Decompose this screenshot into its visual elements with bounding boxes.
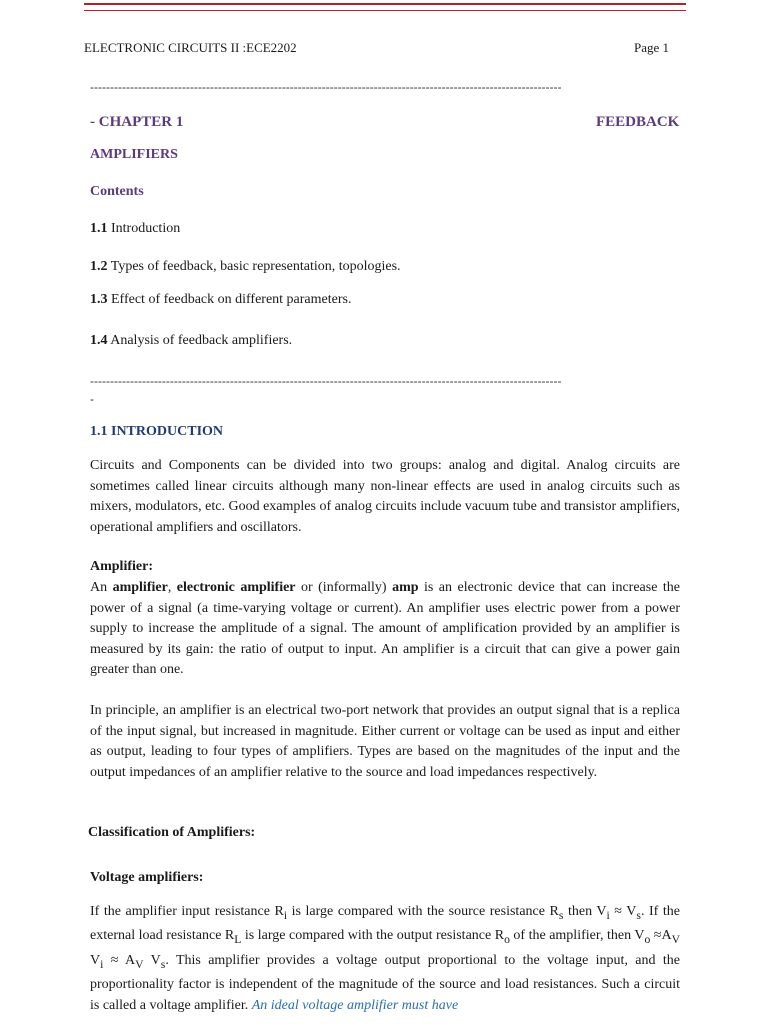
amplifier-definition: An amplifier, electronic amplifier or (informally) amp is an electronic device that can increase the power of a signal (a time-varying voltage or current). An amplifier uses electric power from a power supply to increase the amplitude of a signal. The amount of amplification provided by an amplifier is measured by its gain: the ratio of output to input. An amplifier is a circuit that can give a power gain greater than one. bbox=[90, 580, 680, 678]
separator-line: ---------------------------------------------------------------------------------------------------------------------- bbox=[90, 374, 562, 388]
page-number: Page 1 bbox=[634, 40, 670, 55]
ideal-amplifier-note: An ideal voltage amplifier must have bbox=[251, 997, 459, 1013]
separator-tail: - bbox=[90, 392, 94, 406]
separator-line: ---------------------------------------------------------------------------------------------------------------------- bbox=[90, 80, 562, 94]
chapter-title: FEEDBACK bbox=[596, 114, 680, 130]
toc-item: 1.3 Effect of feedback on different parameters. bbox=[90, 292, 352, 307]
header-rule-bottom bbox=[84, 10, 686, 11]
voltage-paragraph: If the amplifier input resistance $R_i$ is large compared with the source resistance $R_s$ then $V_i \approx V_s$. If the external load resistance $R_L$ is large compared with the output resistance $R_o$ of the amplifier, then $V_o \approx A_V$ $V_i \approx A_V$ $V_s$. This amplifier provides a voltage output proportional to the voltage input, and the proportionality factor is independent of the magnitude of the source and load resistances. Such a circuit is called a voltage amplifier. An ideal voltage amplifier must have bbox=[90, 904, 680, 1013]
course-title: ELECTRONIC CIRCUITS II :ECE2202 bbox=[84, 40, 297, 55]
voltage-heading: Voltage amplifiers: bbox=[90, 870, 204, 885]
toc-item: 1.1 Introduction bbox=[90, 221, 181, 236]
classification-heading: Classification of Amplifiers: bbox=[88, 825, 256, 840]
toc-item: 1.2 Types of feedback, basic representation, topologies. bbox=[90, 259, 401, 274]
chapter-title-continued: AMPLIFIERS bbox=[90, 147, 178, 162]
contents-heading: Contents bbox=[90, 184, 144, 199]
header-rule-top bbox=[84, 3, 686, 5]
amplifier-principle: In principle, an amplifier is an electrical two-port network that provides an output signal that is a replica of the input signal, but increased in magnitude. Either current or voltage can be used as input and either as output, leading to four types of amplifiers. Types are based on the magnitudes of the input and the output impedances of an amplifier relative to the source and load impedances respectively. bbox=[90, 703, 680, 780]
toc-item: 1.4 Analysis of feedback amplifiers. bbox=[90, 333, 293, 348]
amplifier-label: Amplifier: bbox=[90, 559, 153, 574]
chapter-label: - CHAPTER 1 bbox=[90, 114, 184, 130]
section-heading: 1.1 INTRODUCTION bbox=[90, 424, 224, 439]
intro-paragraph: Circuits and Components can be divided into two groups: analog and digital. Analog circuits are sometimes called linear circuits although many non-linear effects are used in analog circuits such as mixers, modulators, etc. Good examples of analog circuits include vacuum tube and transistor amplifiers, operational amplifiers and oscillators. bbox=[90, 458, 680, 535]
